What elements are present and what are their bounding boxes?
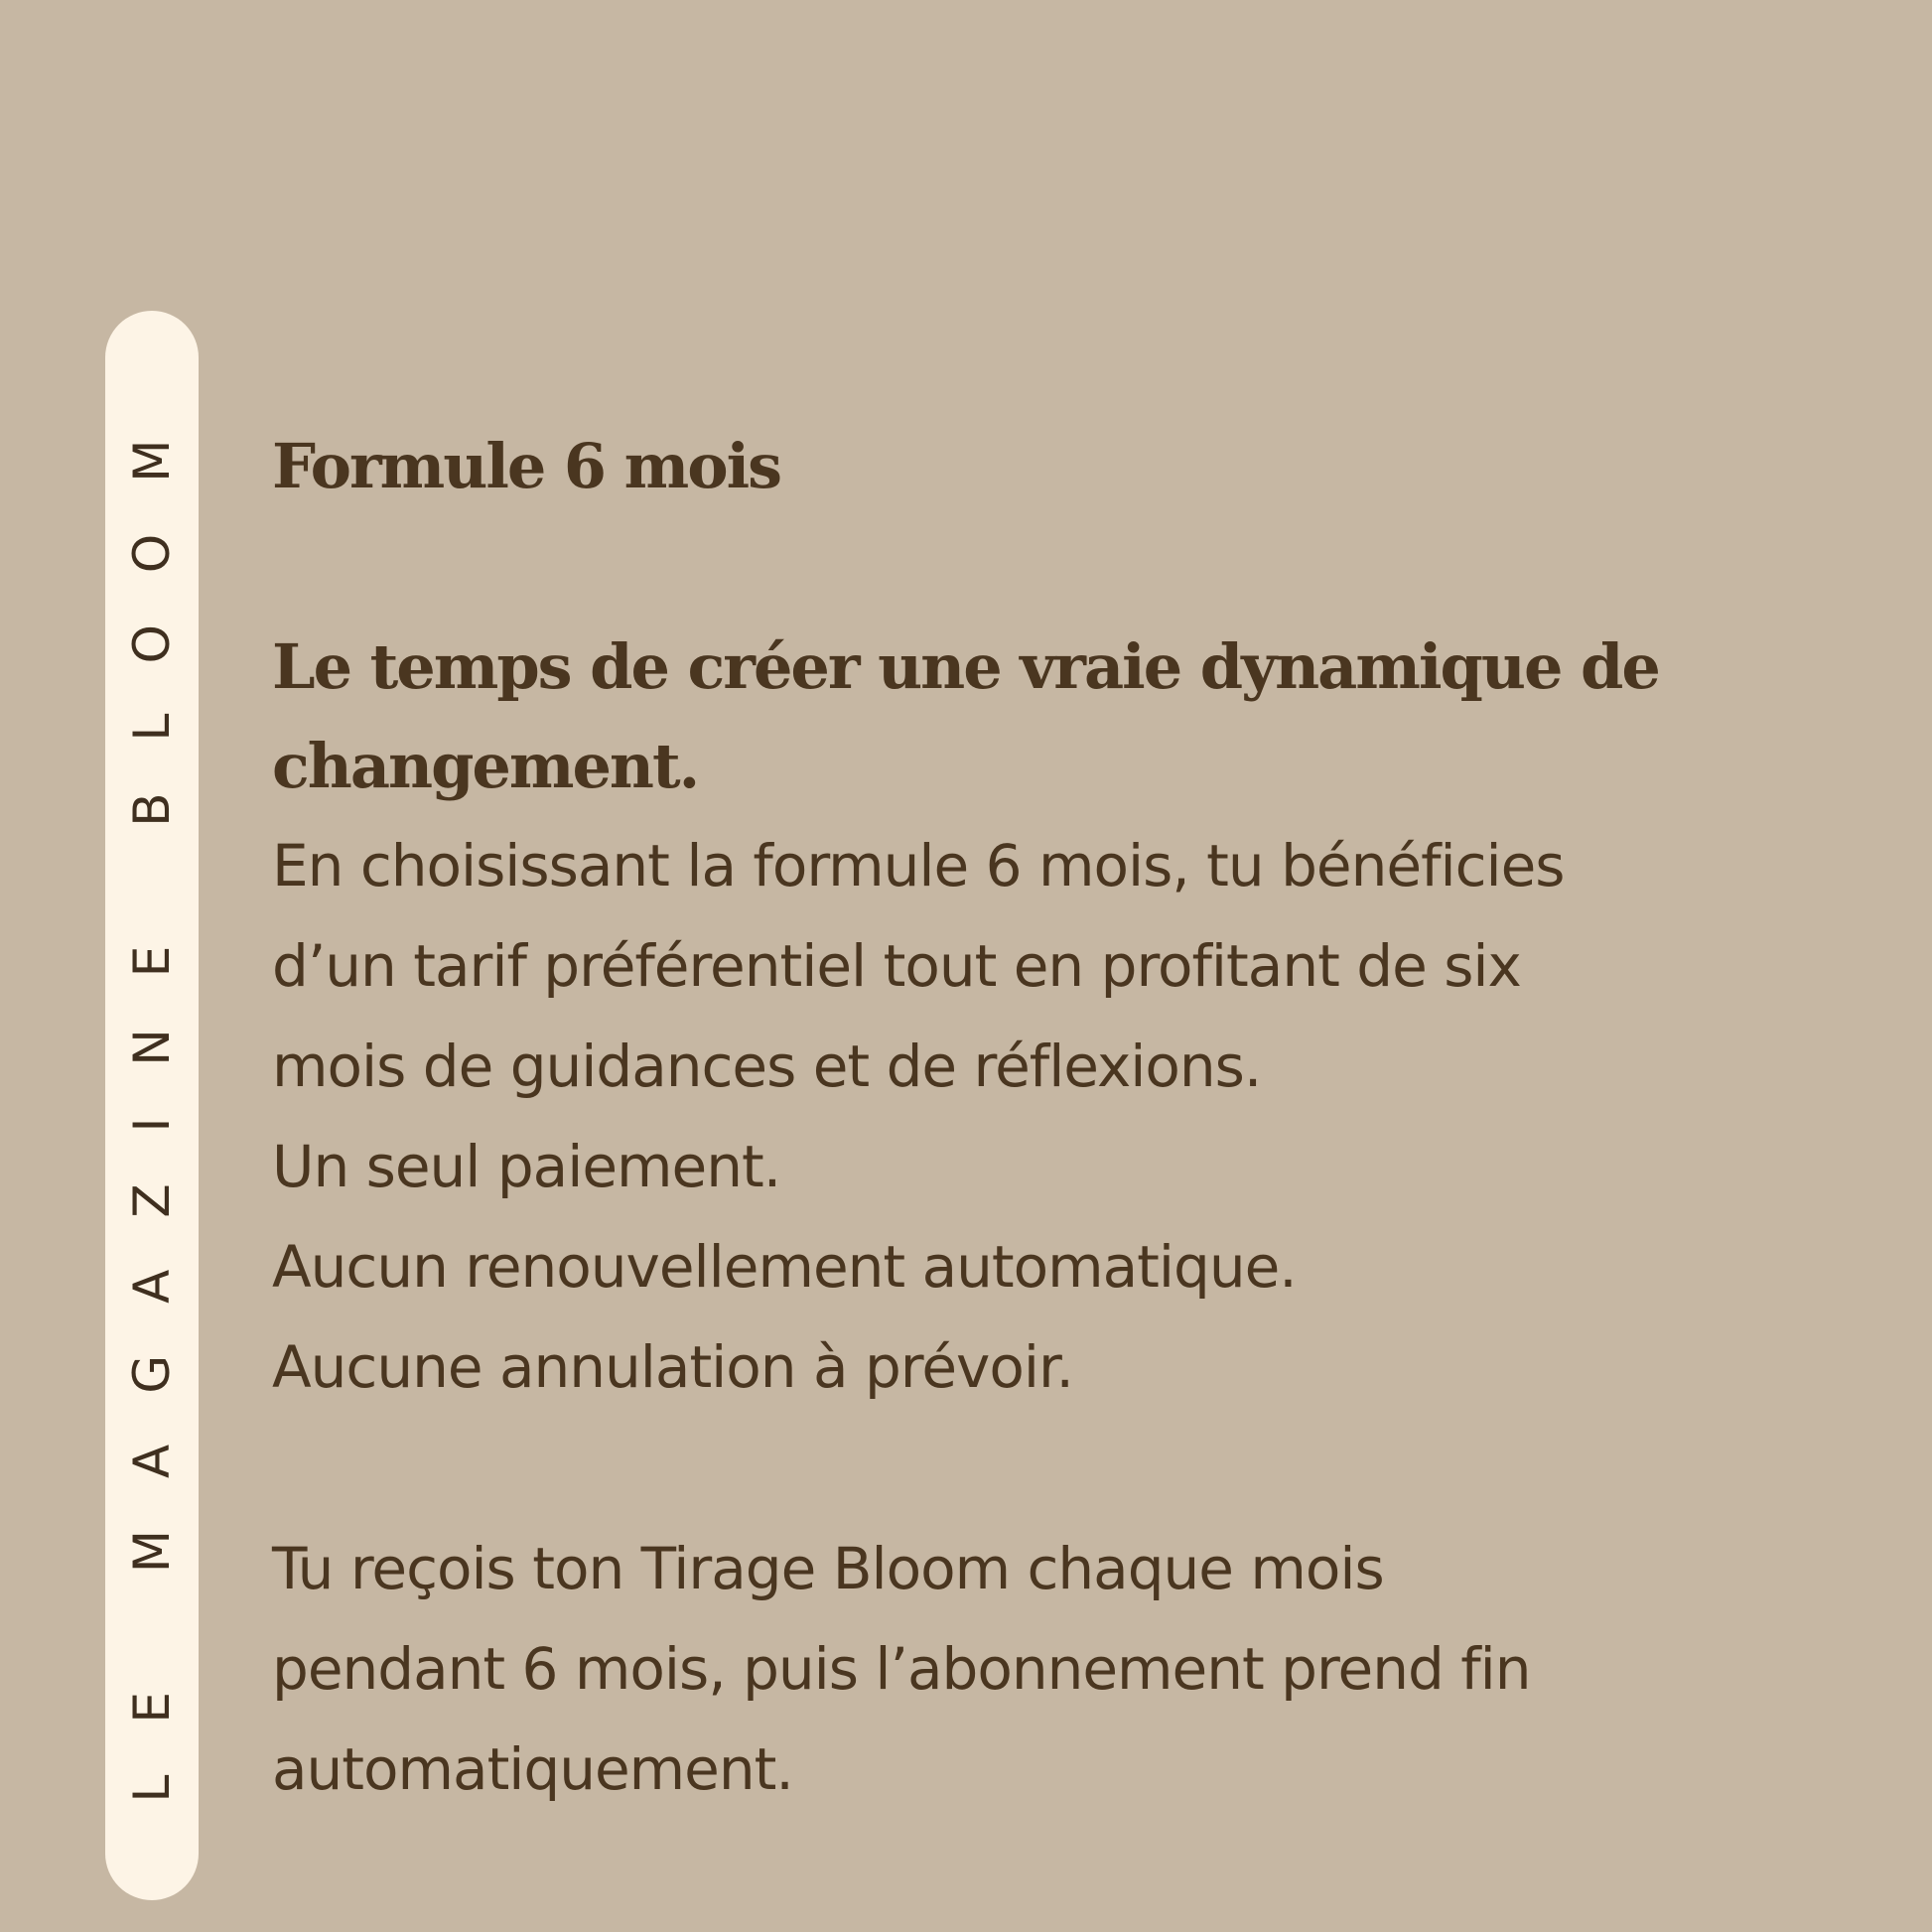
body-line: mois de guidances et de réflexions. (272, 1033, 1262, 1100)
closing-line: automatiquement. (272, 1735, 793, 1803)
body-line: Un seul paiement. (272, 1133, 781, 1200)
body-line: Aucun renouvellement automatique. (272, 1233, 1297, 1301)
lead-line: Le temps de créer une vraie dynamique de (272, 630, 1659, 703)
spacer (272, 516, 1861, 618)
body-line: Aucune annulation à prévoir. (272, 1333, 1073, 1401)
heading: Formule 6 mois (272, 430, 781, 502)
side-label: LE MAGAZINE BLOOM (123, 387, 181, 1803)
spacer (272, 1418, 1861, 1519)
body-line: En choisissant la formule 6 mois, tu bénéficies (272, 832, 1565, 899)
closing-line: pendant 6 mois, puis l’abonnement prend fin (272, 1635, 1531, 1703)
lead-line: changement. (272, 730, 699, 802)
closing-line: Tu reçois ton Tirage Bloom chaque mois (272, 1535, 1384, 1602)
body-line: d’un tarif préférentiel tout en profitant de six (272, 932, 1521, 1000)
main-content (272, 417, 1861, 1820)
